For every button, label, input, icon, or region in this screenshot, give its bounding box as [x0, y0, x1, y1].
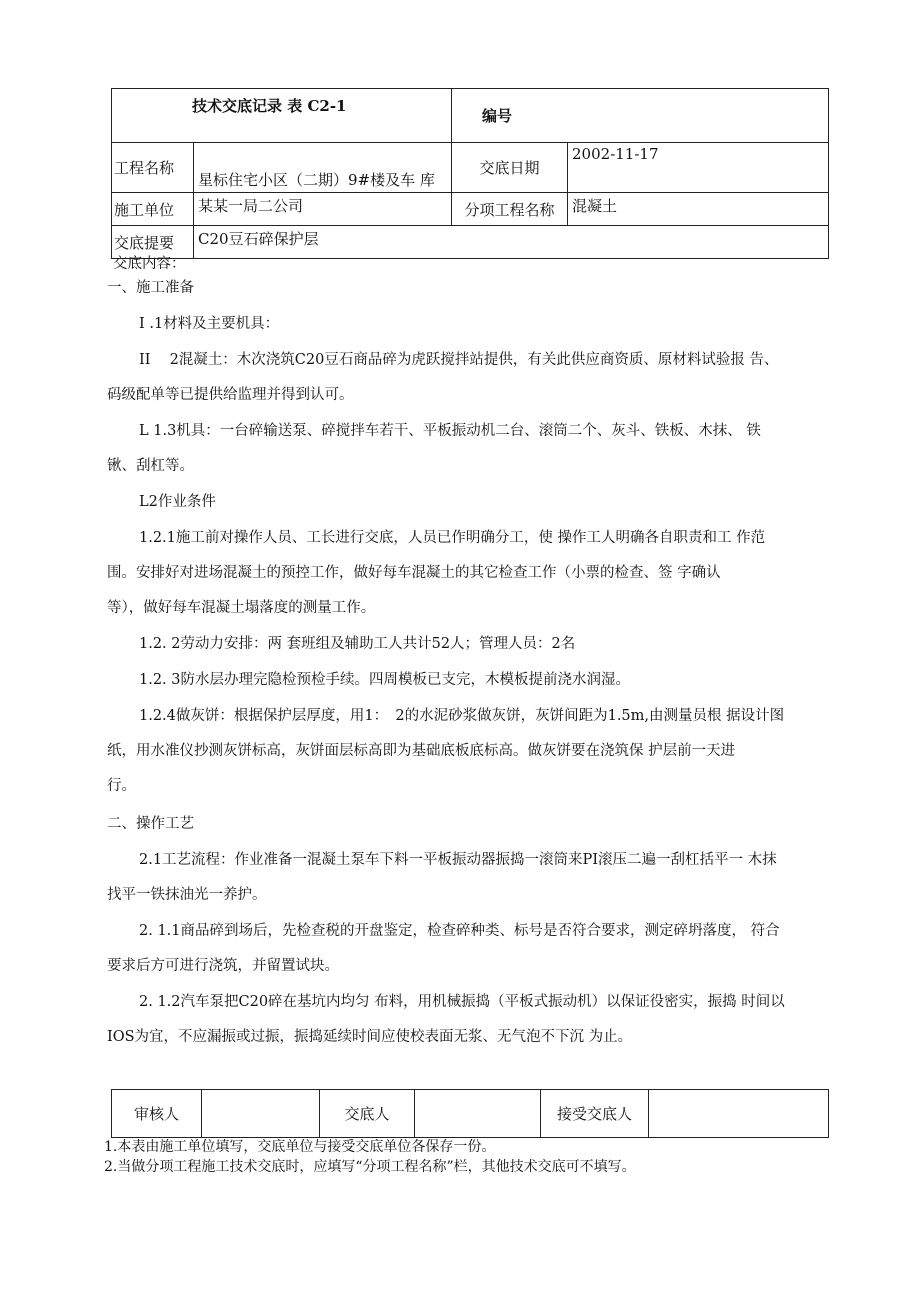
paragraph-2-1-1-cont: 要求后方可进行浇筑，并留置试块。 [107, 958, 339, 974]
summary-value: C20豆石碎保护层 [194, 226, 829, 259]
content-intro: 交底内容： [113, 256, 186, 272]
paragraph-1-1-3: L 1.3机具：一台碎输送泵、碎搅拌车若干、平板振动机二台、滚筒二个、灰斗、铁板、木抹、 铁 [139, 423, 761, 439]
paragraph-1-2-4: 1.2.4做灰饼：根据保护层厚度，用1： 2的水泥砂浆做灰饼，灰饼间距为1.5m,由测量员根 据设计图 [139, 708, 785, 724]
form-title: 技术交底记录 表 C2-1 [112, 89, 452, 143]
reviewer-label: 审核人 [112, 1090, 202, 1138]
date-label: 交底日期 [452, 143, 568, 193]
date-value: 2002-11-17 [568, 143, 829, 193]
paragraph-1-2-1: 1.2.1施工前对操作人员、工长进行交底，人员已作明确分工，使 操作工人明确各自职责和工 作范 [139, 530, 766, 546]
paragraph-1-1-2-cont: 码级配单等已提供给监理并得到认可。 [107, 387, 354, 403]
paragraph-2-1-cont: 找平一铁抹油光一养护。 [107, 887, 267, 903]
code-label: 编号 [482, 107, 513, 125]
subitem-label: 分项工程名称 [452, 193, 568, 226]
receiver-field[interactable] [649, 1090, 829, 1138]
paragraph-2-1-1: 2. 1.1商品碎到场后，先检查税的开盘鉴定，检查碎种类、标号是否符合要求，测定碎坍落度， 符合 [139, 923, 780, 939]
signature-table [111, 1089, 829, 1138]
paragraph-1-2: L2作业条件 [139, 494, 216, 510]
section-1-title: 一、施工准备 [107, 280, 194, 296]
paragraph-2-1-2-cont: IOS为宜，不应漏振或过振，振捣延续时间应使校表面无浆、无气泡不下沉 为止。 [107, 1029, 633, 1045]
receiver-label: 接受交底人 [541, 1090, 649, 1138]
note-2: 2.当做分项工程施工技术交底时，应填写“分项工程名称”栏，其他技术交底可不填写。 [104, 1159, 636, 1175]
disclosure-content [107, 253, 829, 1048]
paragraph-1-2-3: 1.2. 3防水层办理完隐检预检手续。四周模板已支完，木模板提前浇水润湿。 [139, 672, 631, 688]
unit-label: 施工单位 [112, 193, 194, 226]
paragraph-1-2-4-cont-1: 纸，用水准仪抄测灰饼标高，灰饼面层标高即为基础底板底标高。做灰饼要在浇筑保 护层前一天进 [107, 743, 736, 759]
paragraph-1-2-1-cont-2: 等），做好每车混凝土塌落度的测量工作。 [107, 600, 376, 616]
paragraph-1-2-2: 1.2. 2劳动力安排：两 套班组及辅助工人共计52人；管理人员：2名 [139, 636, 576, 652]
discloser-label: 交底人 [320, 1090, 415, 1138]
paragraph-1-1-2: II 2混凝土：木次浇筑C20豆石商品碎为虎跃搅拌站提供，有关此供应商资质、原材料试验报 告、 [139, 352, 779, 368]
discloser-field[interactable] [415, 1090, 541, 1138]
header-table [111, 88, 829, 259]
paragraph-1-2-4-cont-2: 行。 [107, 778, 136, 794]
project-name-value: 星标住宅小区（二期）9#楼及车 库 [194, 143, 452, 193]
paragraph-2-1-2: 2. 1.2汽车泵把C20碎在基坑内均匀 布料，用机械振捣（平板式振动机）以保证役密实，振捣 时间以 [139, 994, 785, 1010]
section-2-title: 二、操作工艺 [107, 816, 194, 832]
paragraph-1-2-1-cont-1: 围。安排好对进场混凝土的预控工作，做好每车混凝土的其它检查工作（小票的检查、签 字确认 [107, 565, 721, 581]
reviewer-field[interactable] [202, 1090, 320, 1138]
code-cell [452, 89, 829, 143]
unit-value: 某某一局二公司 [194, 193, 452, 226]
form-notes [104, 1137, 844, 1177]
subitem-value: 混凝土 [568, 193, 829, 226]
paragraph-2-1: 2.1工艺流程：作业准备一混凝土泵车下料一平板振动器振捣一滚筒来PI滚压二遍一刮杠括平一 木抹 [139, 852, 777, 868]
summary-label: 交底提要 [112, 226, 194, 259]
project-name-label: 工程名称 [112, 143, 194, 193]
paragraph-1-1: I .1材料及主要机具： [139, 316, 280, 332]
paragraph-1-1-3-cont: 锹、刮杠等。 [107, 458, 194, 474]
note-1: 1.本表由施工单位填写，交底单位与接受交底单位各保存一份。 [104, 1139, 496, 1155]
